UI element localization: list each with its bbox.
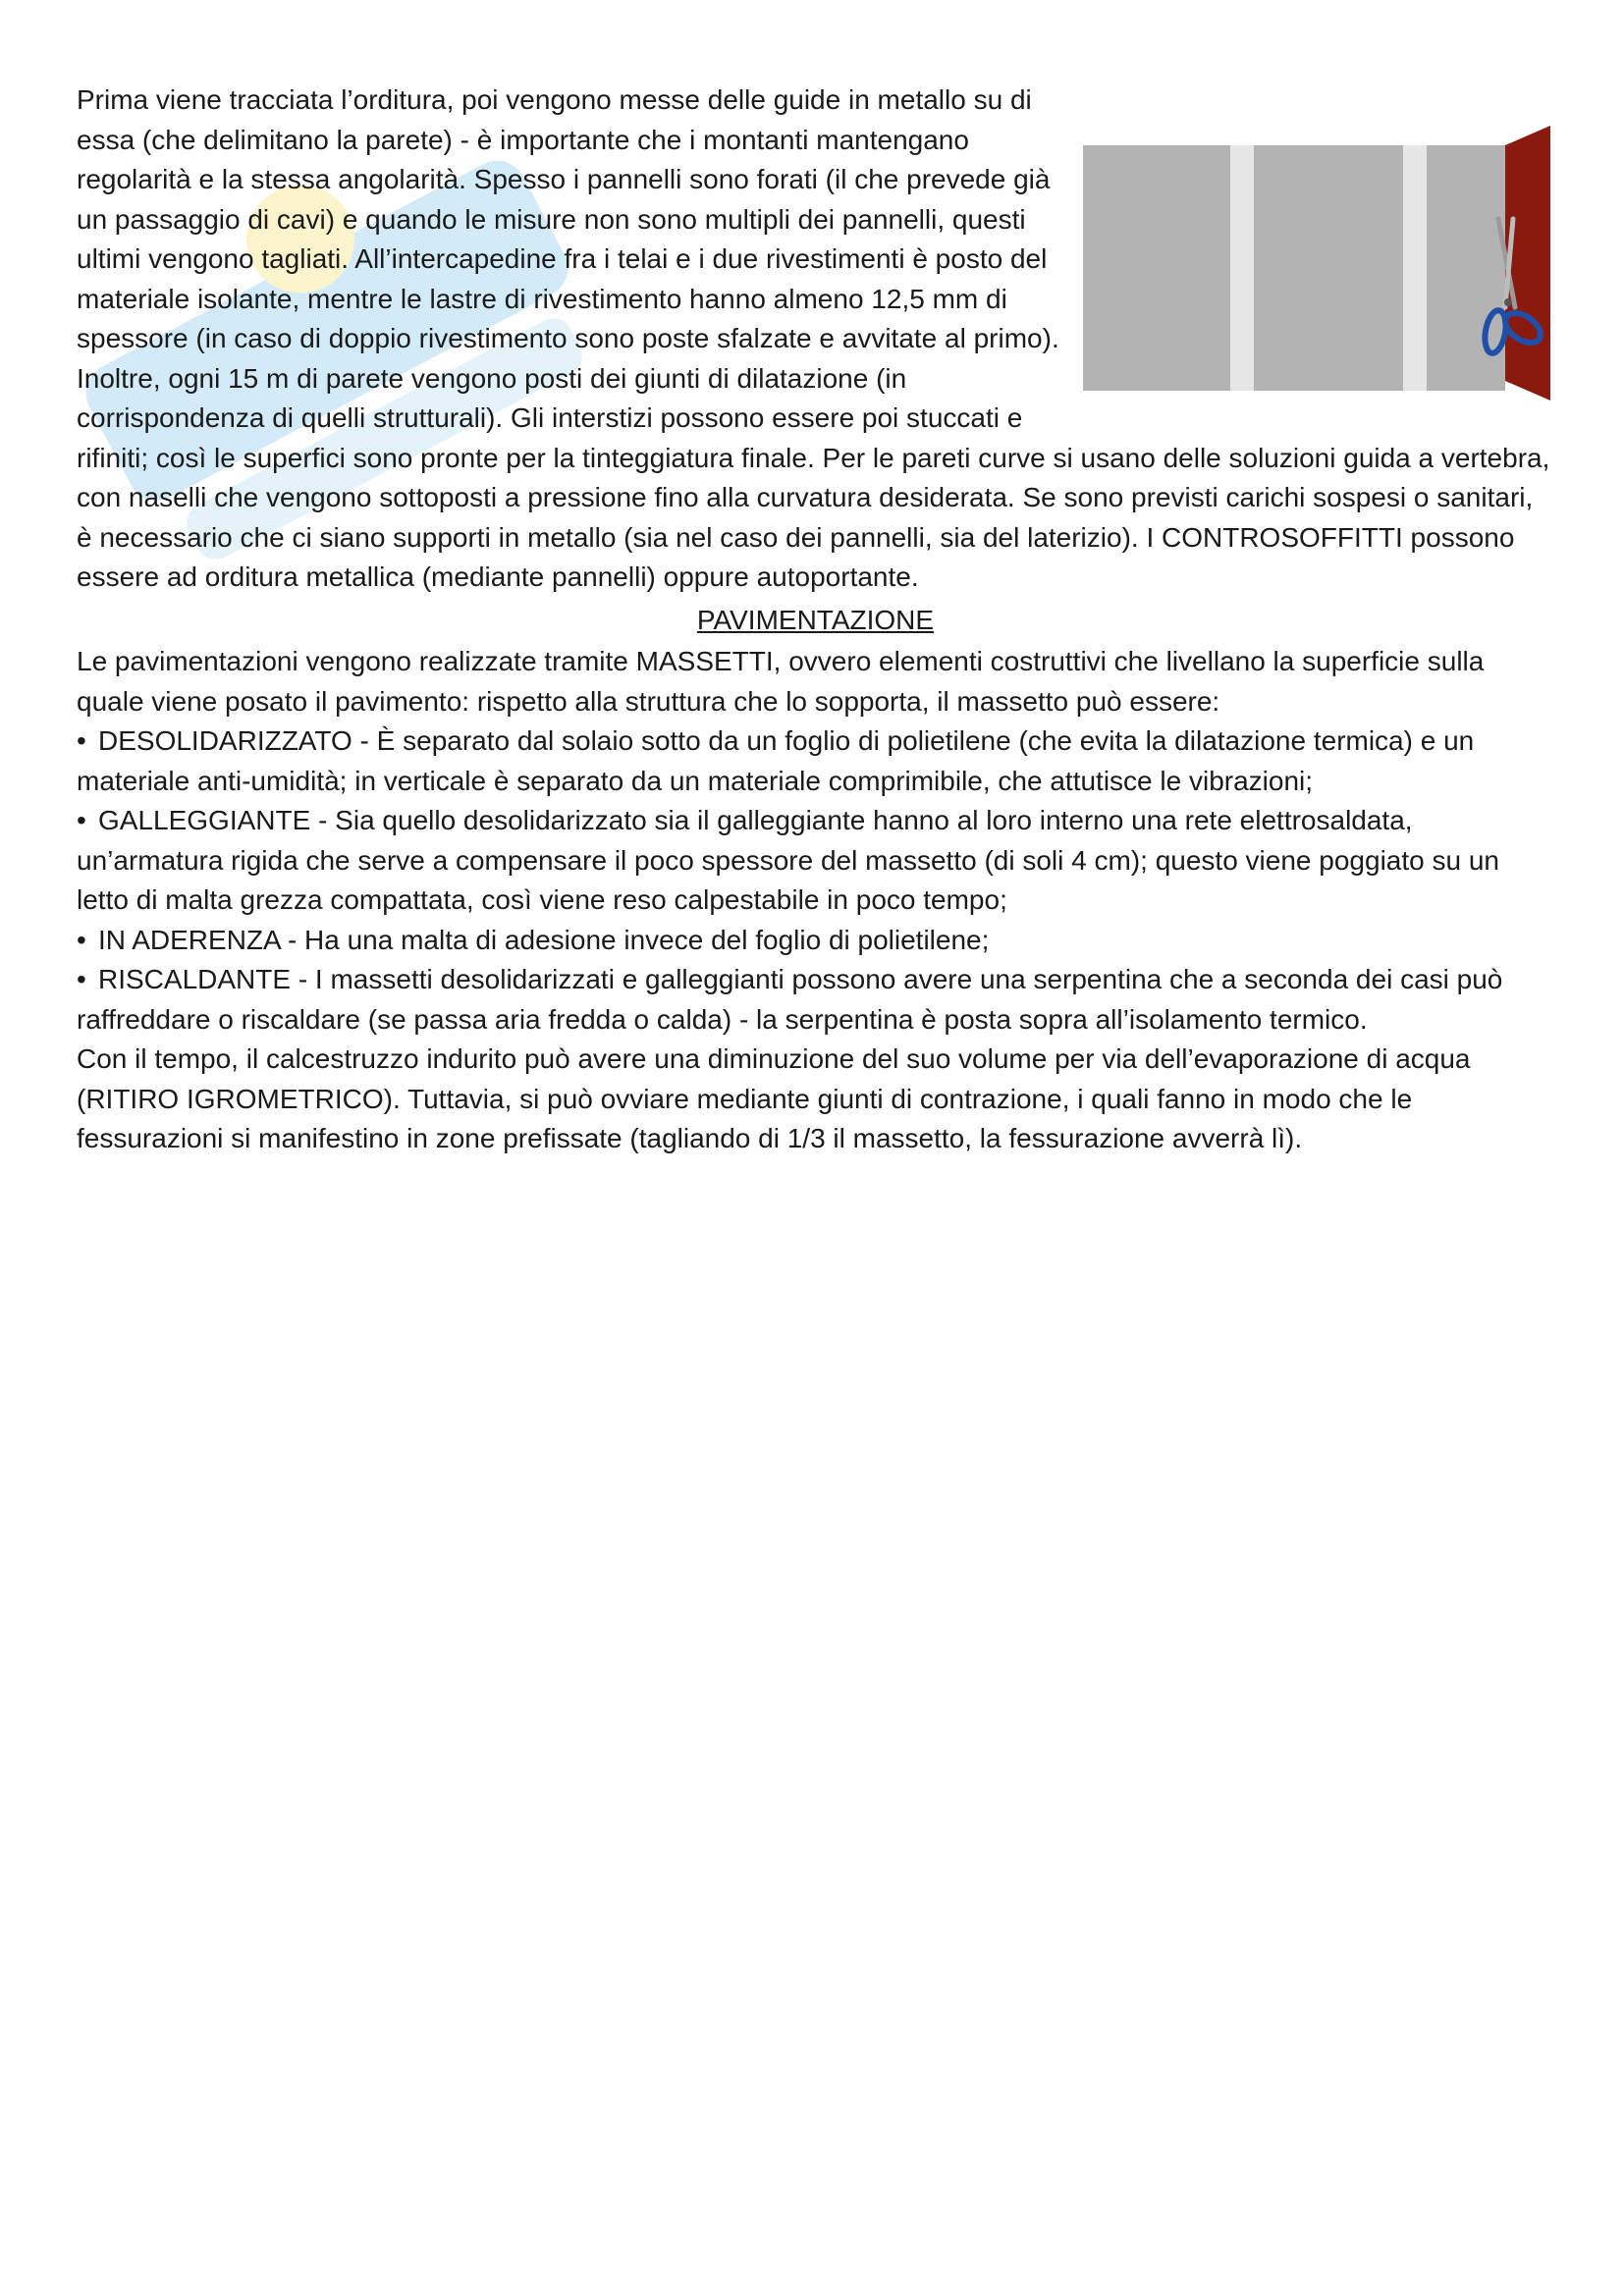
bullet-marker: • xyxy=(77,805,86,835)
bullet-text: DESOLIDARIZZATO - È separato dal solaio sotto da un foglio di polietilene (che evita la dilatazione termica) e un materiale anti-umidità; in verticale è separato da un materiale comprimibile, che attutisce le vibrazioni; xyxy=(77,725,1475,796)
closing-paragraph: Con il tempo, il calcestruzzo indurito può avere una diminuzione del suo volume per via dell’evaporazione di acqua (RITIRO IGROMETRICO). Tuttavia, si può ovviare mediante giunti di contrazione, i quali fanno in modo che le fessurazioni si manifestino in zone prefissate (tagliando di 1/3 il massetto, la fessurazione avverrà lì). xyxy=(77,1043,1471,1153)
bullet-item xyxy=(77,921,1554,961)
document-body xyxy=(77,80,1554,1159)
drywall-figure xyxy=(1083,126,1554,400)
section-title: PAVIMENTAZIONE xyxy=(696,604,935,635)
panel-joint xyxy=(1403,145,1427,391)
bullet-text: GALLEGGIANTE - Sia quello desolidarizzato sia il galleggiante hanno al loro interno una rete elettrosaldata, un’armatura rigida che serve a compensare il poco spessore del massetto (di soli 4 cm); questo viene poggiato su un letto di malta grezza compattata, così viene reso calpestabile in poco tempo; xyxy=(77,805,1499,915)
bullet-item xyxy=(77,960,1554,1040)
bullet-text: IN ADERENZA - Ha una malta di adesione invece del foglio di polietilene; xyxy=(98,924,990,955)
bullet-item xyxy=(77,801,1554,921)
bullet-item xyxy=(77,721,1554,801)
bullet-marker: • xyxy=(77,725,86,756)
intro-paragraph: Prima viene tracciata l’orditura, poi vengono messe delle guide in metallo su di essa (che delimitano la parete) - è importante che i montanti mantengano regolarità e la stessa angolarità. Spesso i pannelli sono forati (il che prevede già un passaggio di cavi) e quando le misure non sono multipli dei pannelli, questi ultimi vengono tagliati. All’intercapedine fra i telai e i due rivestimenti è posto del materiale isolante, mentre le lastre di rivestimento hanno almeno 12,5 mm di spessore (in caso di doppio rivestimento sono poste sfalzate e avvitate al primo). Inoltre, ogni 15 m di parete vengono posti dei giunti di dilatazione (in corrispondenza di quelli strutturali). Gli interstizi possono essere poi stuccati e rifiniti; così le superfici sono pronte per la tinteggiatura finale. Per le pareti curve si usano delle soluzioni guida a vertebra, con naselli che vengono sottoposti a pressione fino alla curvatura desiderata. Se sono previsti carichi sospesi o sanitari, è necessario che ci siano supporti in metallo (sia nel caso dei pannelli, sia del laterizio). I CONTROSOFFITTI possono essere ad orditura metallica (mediante pannelli) oppure autoportante. xyxy=(77,84,1550,592)
section-intro: Le pavimentazioni vengono realizzate tramite MASSETTI, ovvero elementi costruttivi che livellano la superficie sulla quale viene posato il pavimento: rispetto alla struttura che lo sopporta, il massetto può essere: xyxy=(77,646,1485,717)
bullet-text: RISCALDANTE - I massetti desolidarizzati e galleggianti possono avere una serpentina che a seconda dei casi può raffreddare o riscaldare (se passa aria fredda o calda) - la serpentina è posta sopra all’isolamento termico. xyxy=(77,964,1503,1035)
wall-panels xyxy=(1083,145,1505,391)
panel-joint xyxy=(1230,145,1254,391)
bullet-marker: • xyxy=(77,924,86,955)
drywall-illustration xyxy=(1083,126,1554,400)
wall-edge xyxy=(1505,126,1550,400)
bullet-marker: • xyxy=(77,964,86,994)
